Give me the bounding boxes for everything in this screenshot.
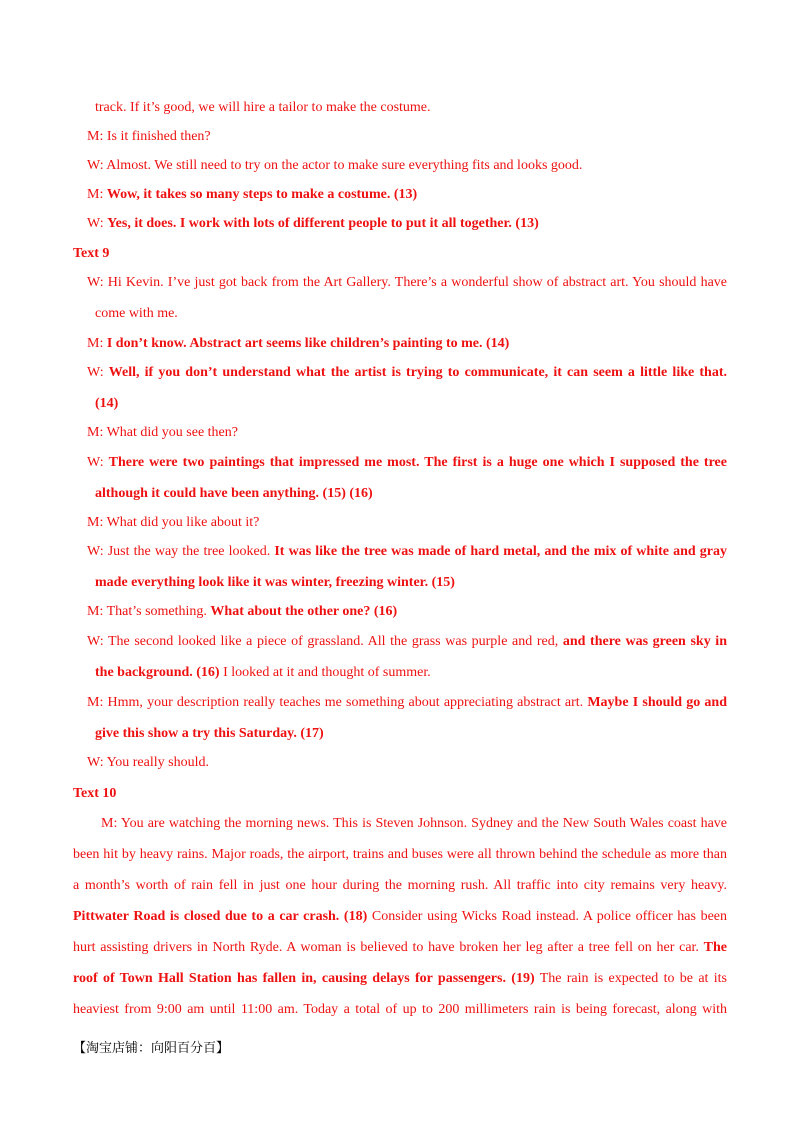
text-line: M: That’s something. What about the other one? (16) (87, 604, 398, 619)
text-line: hurt assisting drivers in North Ryde. A woman is believed to have broken her leg after a tree fell on her car. The (73, 940, 727, 955)
text-line: W: Yes, it does. I work with lots of different people to put it all together. (13) (87, 216, 539, 231)
text-line: M: What did you see then? (87, 425, 238, 440)
text-line: M: Wow, it takes so many steps to make a costume. (13) (87, 187, 418, 202)
answer-highlight: It was like the tree was made of hard metal, and the mix of white and gray (274, 544, 728, 559)
text-line: a month’s worth of rain fell in just one hour during the morning rush. All traffic into city remains very heavy. (73, 878, 727, 893)
answer-highlight: Yes, it does. I work with lots of different people to put it all together. (13) (107, 216, 539, 231)
answer-highlight: Maybe I should go and (587, 695, 727, 710)
section-heading: Text 10 (73, 786, 117, 801)
text-line: W: Just the way the tree looked. It was like the tree was made of hard metal, and the mix of white and gray (87, 544, 728, 559)
text-line: track. If it’s good, we will hire a tailor to make the costume. (95, 100, 431, 115)
section-heading: Text 9 (73, 246, 110, 261)
text-line: although it could have been anything. (15) (16) (95, 486, 373, 501)
answer-highlight: What about the other one? (16) (210, 604, 398, 619)
answer-highlight: Wow, it takes so many steps to make a costume. (13) (106, 187, 418, 202)
text-line: made everything look like it was winter, freezing winter. (15) (95, 575, 455, 590)
text-line: W: Almost. We still need to try on the actor to make sure everything fits and looks good. (87, 158, 583, 173)
text-line: W: There were two paintings that impressed me most. The first is a huge one which I supposed the tree (87, 455, 727, 470)
text-line: Pittwater Road is closed due to a car crash. (18) Consider using Wicks Road instead. A police officer has been (73, 909, 728, 924)
text-line: been hit by heavy rains. Major roads, the airport, trains and buses were all thrown behind the schedule as more than (73, 847, 727, 862)
text-line: M: What did you like about it? (87, 515, 260, 530)
text-line: W: Well, if you don’t understand what the artist is trying to communicate, it can seem a little like that. (87, 365, 727, 380)
answer-highlight: the background. (16) (95, 665, 220, 680)
answer-highlight: The (703, 940, 727, 955)
text-line: W: The second looked like a piece of grassland. All the grass was purple and red, and there was green sky in (87, 634, 727, 649)
answer-highlight: There were two paintings that impressed me most. The first is a huge one which I supposed the tree (108, 455, 727, 470)
text-line: M: I don’t know. Abstract art seems like children’s painting to me. (14) (87, 336, 510, 351)
answer-highlight: Pittwater Road is closed due to a car crash. (18) (73, 909, 368, 924)
text-line: W: Hi Kevin. I’ve just got back from the Art Gallery. There’s a wonderful show of abstract art. You should have (87, 275, 727, 290)
text-line: come with me. (95, 306, 178, 321)
text-line: (14) (95, 396, 119, 411)
answer-highlight: I don’t know. Abstract art seems like children’s painting to me. (14) (106, 336, 510, 351)
text-line: give this show a try this Saturday. (17) (95, 726, 324, 741)
text-line: M: Is it finished then? (87, 129, 211, 144)
answer-highlight: and there was green sky in (562, 634, 727, 649)
text-line: the background. (16) I looked at it and thought of summer. (95, 665, 431, 680)
answer-highlight: roof of Town Hall Station has fallen in, causing delays for passengers. (19) (73, 971, 535, 986)
text-line: heaviest from 9:00 am until 11:00 am. Today a total of up to 200 millimeters rain is being forecast, along with (73, 1002, 727, 1017)
footer-shop-label: 【淘宝店铺：向阳百分百】 (73, 1041, 230, 1056)
text-line: M: Hmm, your description really teaches me something about appreciating abstract art. Maybe I should go and (87, 695, 727, 710)
text-line: W: You really should. (87, 755, 209, 770)
text-line: roof of Town Hall Station has fallen in, causing delays for passengers. (19) The rain is expected to be at its (73, 971, 727, 986)
text-line: M: You are watching the morning news. This is Steven Johnson. Sydney and the New South Wales coast have (101, 816, 727, 831)
answer-highlight: Well, if you don’t understand what the artist is trying to communicate, it can seem a little like that. (108, 365, 727, 380)
